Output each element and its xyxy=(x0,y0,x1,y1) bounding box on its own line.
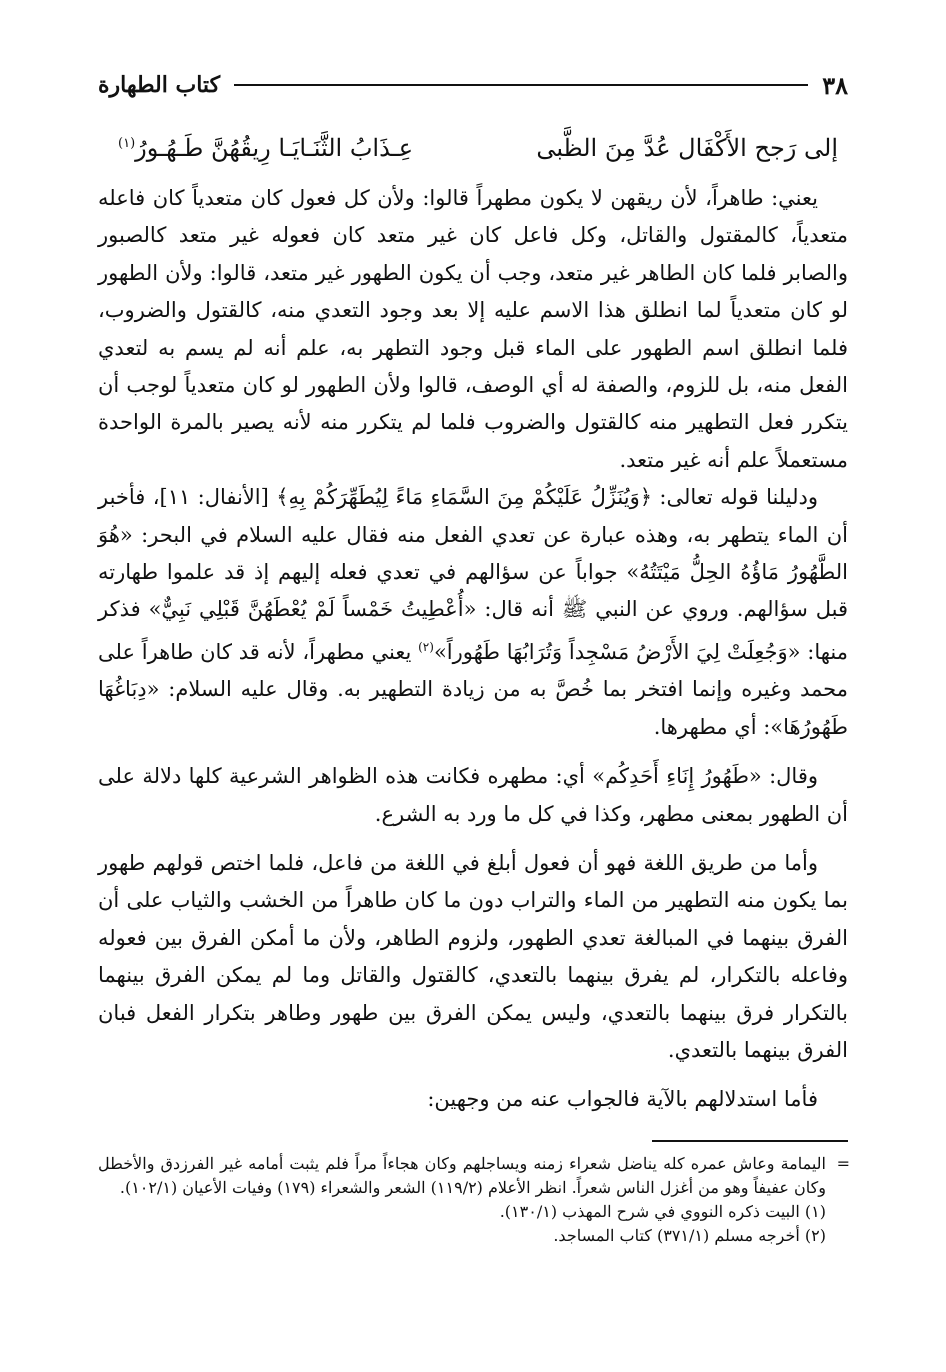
paragraph xyxy=(98,845,848,1069)
page-number: ٣٨ xyxy=(822,70,848,100)
footnote-rule xyxy=(652,1140,848,1142)
verse-first-hemistich: إلى رَجح الأَكْفَال عُدَّ مِنَ الظَّبى xyxy=(536,134,838,162)
paragraph-text: يعني: طاهراً، لأن ريقهن لا يكون مطهراً قالوا: ولأن كل فعول كان متعدياً كان فاعله متعدياً، كالمقتول والقاتل، وكل فاعل كان غير متعد كان فعوله غير متعد كالصبور والصابر فلما كان الطاهر غير متعد، وجب أن يكون الطهور غير متعد، قالوا: ولأن الطهور لو كان متعدياً لما انطلق هذا الاسم عليه إلا بعد وجود التعدي منه، كالقتول والضروب، فلما انطلق اسم الطهور على الماء قبل وجود التطهر به، علم أنه لم يسم به لتعدي الفعل منه، بل للزوم، والصفة له أي الوصف، قالوا ولأن الطهور لو كان متعدياً لوجب أن يتكرر فعل التطهير منه كالقتول والضروب فلما لم يتكرر منه لأنه يصير بالمرة الواحدة مستعملاً علم أنه غير متعد. xyxy=(98,186,848,472)
footnotes xyxy=(98,1152,848,1248)
running-title: كتاب الطهارة xyxy=(98,72,221,98)
paragraph xyxy=(98,180,848,479)
paragraph-text: ودليلنا قوله تعالى: ﴿وَيُنَزِّلُ عَلَيْكُمْ مِنَ السَّمَاءِ مَاءً لِيُطَهِّرَكُمْ بِهِ﴾ [الأنفال: ١١]، فأخبر أن الماء يتطهر به، وهذه عبارة عن تعدي الفعل منه فقال عليه السلام في البحر: «هُوَ الطَّهُورُ مَاؤُهُ الحِلُّ مَيْتَتُهُ» جواباً عن سؤالهم في تعدي فعله إليهم إذ قد علموا طهارته قبل سؤالهم. وروي عن النبي ﷺ أنه قال: «أُعْطِيتُ خَمْساً لَمْ يُعْطَهُنَّ قَبْلِي نَبِيٌّ» فذكر منها: «وَجُعِلَتْ لِيَ الأَرْضُ مَسْجِداً وَتُرَابُهَا طَهُوراً» xyxy=(98,485,848,664)
paragraph xyxy=(98,1081,848,1118)
verse-second-hemistich xyxy=(118,134,413,162)
paragraph-text: فأما استدلالهم بالآية فالجواب عنه من وجهين: xyxy=(427,1087,818,1112)
header-rule xyxy=(234,84,808,86)
verse-second-hemistich-text: عِـذَابُ الثَّنَـايَـا رِيقُهُنَّ طَـهُـورُ xyxy=(135,134,414,162)
footnote-item: (٢) أخرجه مسلم (٣٧١/١) كتاب المساجد. xyxy=(553,1226,826,1245)
paragraph xyxy=(98,479,848,746)
paragraph-text: وقال: «طَهُورُ إِنَاءِ أَحَدِكُم» أي: مطهره فكانت هذه الظواهر الشرعية كلها دلالة على أن الطهور بمعنى مطهر، وكذا في كل ما ورد به الشرع. xyxy=(98,764,848,826)
paragraph xyxy=(98,758,848,833)
footnote-continuation xyxy=(98,1152,848,1200)
paragraph-text: وأما من طريق اللغة فهو أن فعول أبلغ في اللغة من فاعل، فلما اختص قولهم طهور بما يكون منه التطهير من الماء والتراب دون ما كان طاهراً من الخشب والثياب على أن الفرق بينهما في المبالغة تعدي الطهور، ولزوم الطاهر، ولأن ما أمكن الفرق بين فعوله وفاعله بالتكرار، لم يفرق بينهما بالتعدي، كالقتول والقاتل وما لم يمكن الفرق بينهما بالتكرار فرق بينهما بالتعدي، وليس يمكن الفرق بين طهور وطاهر بتكرار الفعل فبان الفرق بينهما بالتعدي. xyxy=(98,850,848,1062)
main-text xyxy=(98,180,848,1119)
page-header xyxy=(98,68,848,102)
poetry-verse xyxy=(118,126,838,170)
footnote-ref: (٢) xyxy=(418,639,434,654)
footnote-item: (١) البيت ذكره النووي في شرح المهذب (١٣٠/١). xyxy=(499,1202,826,1221)
footnote-ref: (١) xyxy=(118,136,136,151)
continuation-mark: = xyxy=(836,1154,850,1173)
footnote-text: اليمامة وعاش عمره كله يناضل شعراء زمنه ويساجلهم وكان هجاءاً مراً فلم يثبت أمامه غير الفرزدق والأخطل وكان عفيفاً وهو من أغزل الناس شعراً. انظر الأعلام (١١٩/٢) الشعر والشعراء (١٧٩) وفيات الأعيان (١٠٢/١). xyxy=(98,1154,826,1197)
paragraph-text: يعني مطهراً، لأنه قد كان طاهراً على محمد وغيره وإنما افتخر بما خُصَّ به من زيادة التطهير به. وقال عليه السلام: «دِبَاغُهَا طَهُورُهَا»: أي مطهرها. xyxy=(98,639,848,739)
